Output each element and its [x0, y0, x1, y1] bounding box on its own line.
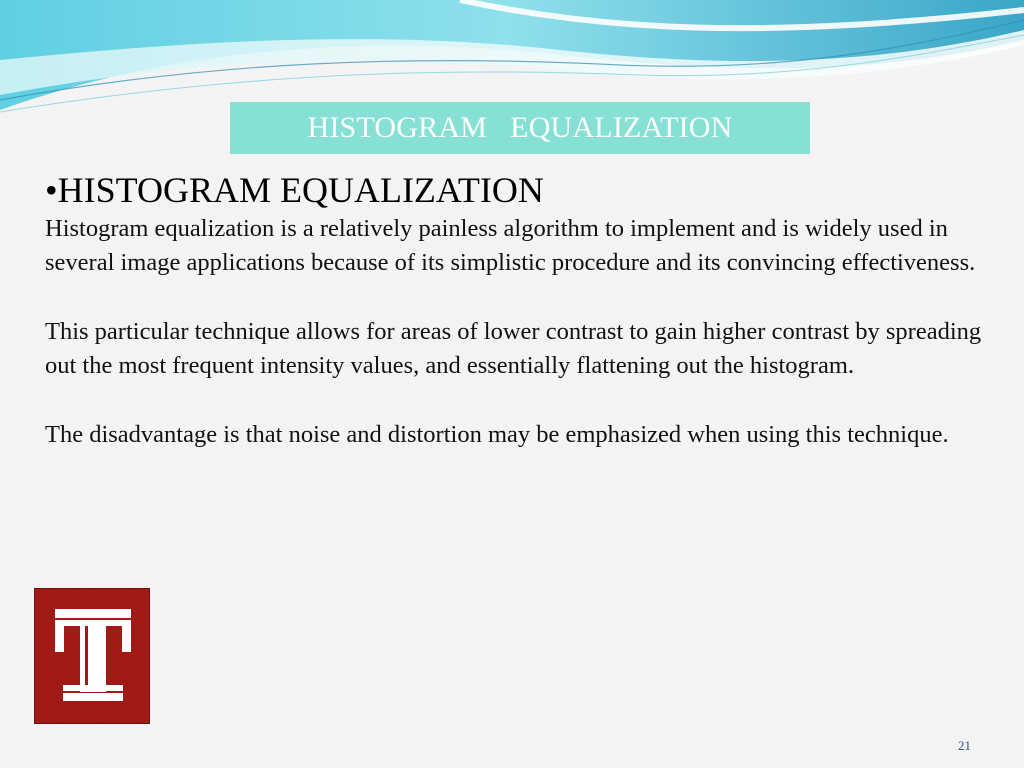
paragraph-intro: Histogram equalization is a relatively painless algorithm to implement and is widely used in several image applications because of its simplistic procedure and its convincing effectiveness.: [45, 215, 976, 277]
slide-title: HISTOGRAM EQUALIZATION: [230, 102, 810, 154]
page-number: 21: [958, 738, 971, 753]
temple-t-logo-icon: [34, 588, 150, 724]
slide-body: [45, 168, 995, 452]
bullet-heading: •HISTOGRAM EQUALIZATION: [45, 170, 544, 210]
paragraph-disadvantage: The disadvantage is that noise and distortion may be emphasized when using this technique.: [45, 420, 949, 448]
paragraph-technique: This particular technique allows for areas of lower contrast to gain higher contrast by spreading out the most frequent intensity values, and essentially flattening out the histogram.: [45, 317, 982, 380]
